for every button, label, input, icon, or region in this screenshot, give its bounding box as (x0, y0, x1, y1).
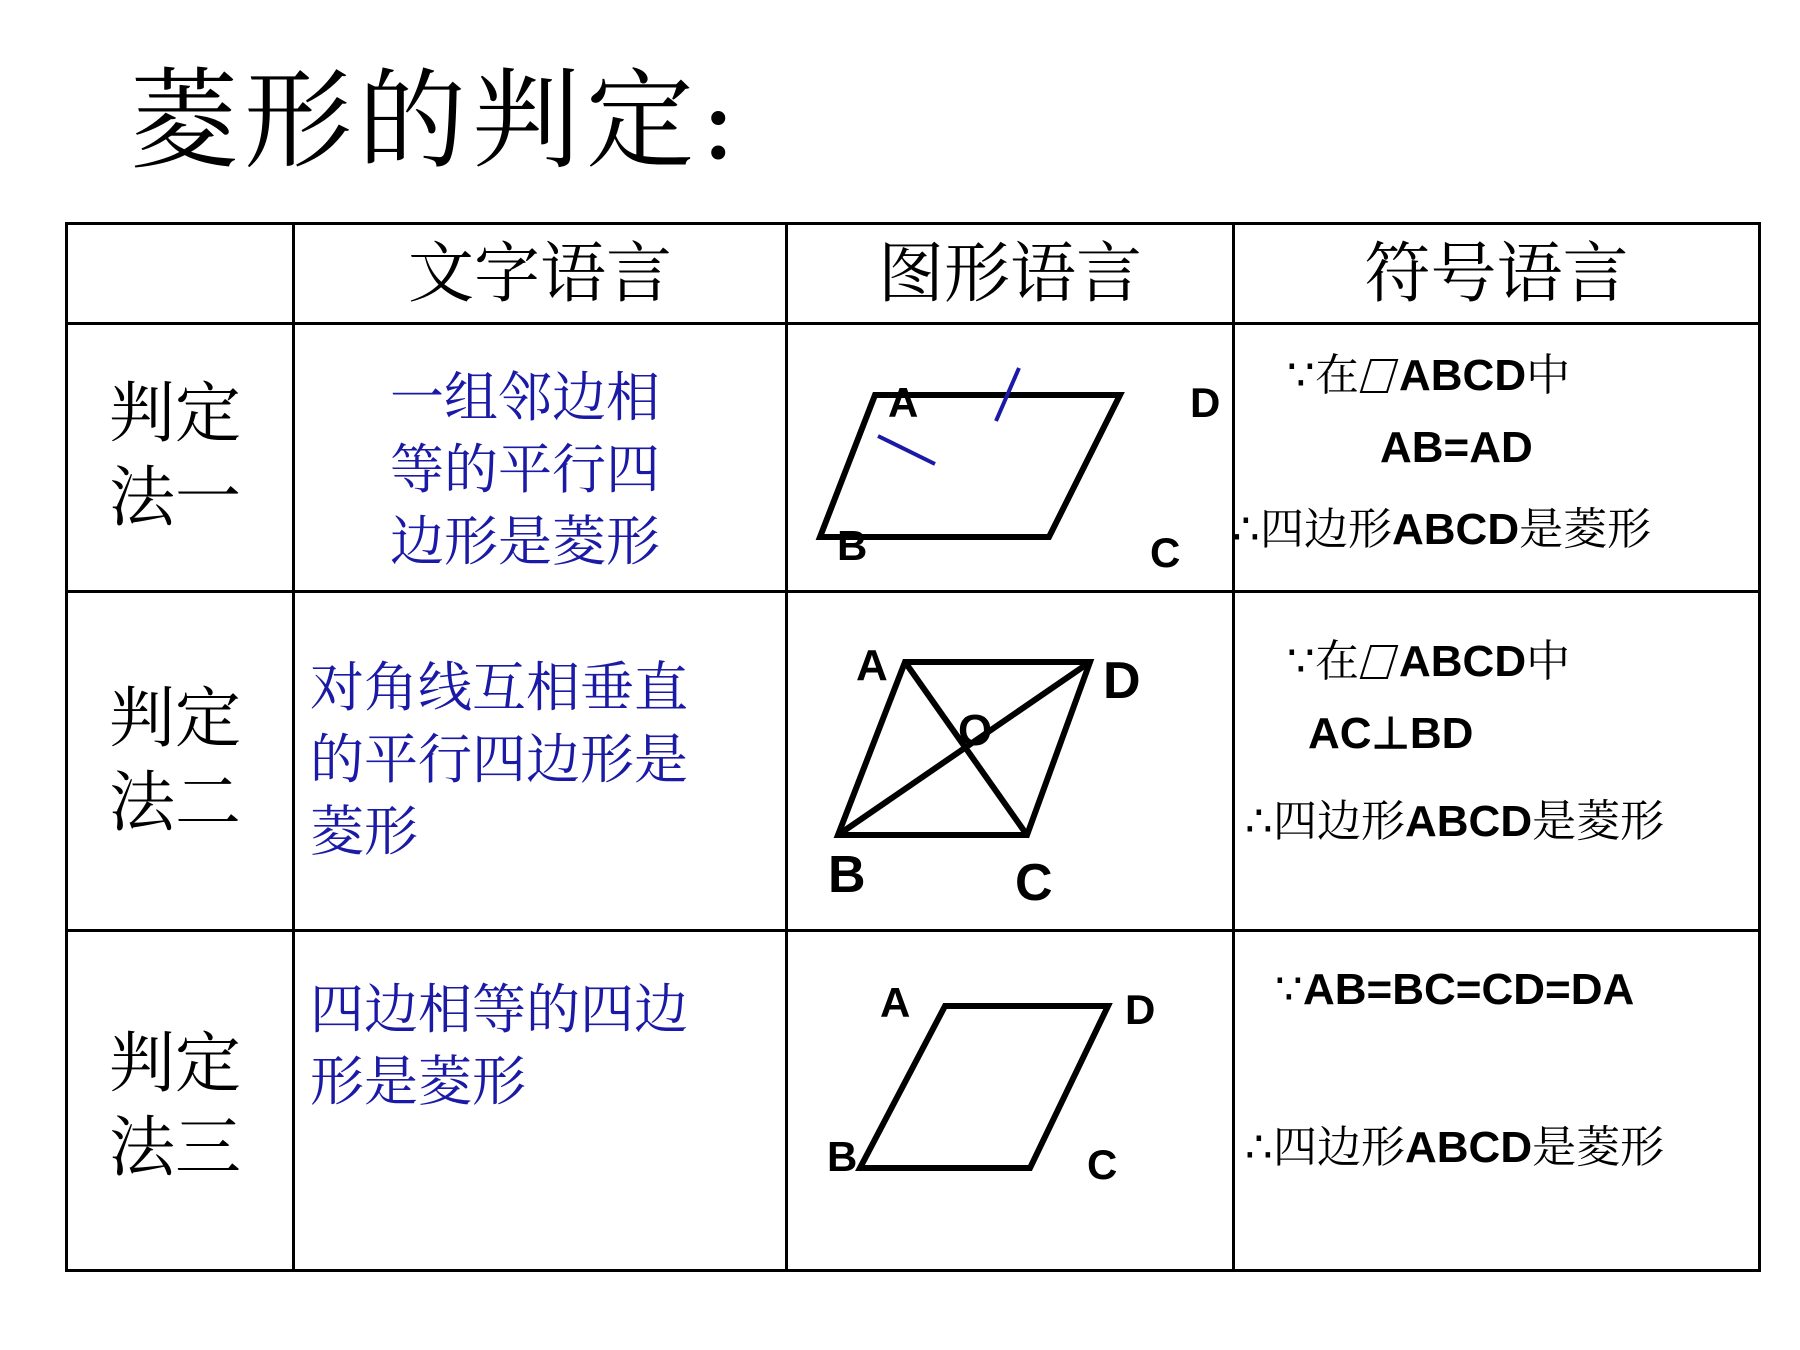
criterion-line: 一组邻边相 (390, 366, 660, 429)
symbol-text: ABCD (1405, 797, 1533, 846)
criterion-text-3 (310, 974, 750, 1118)
parallelogram-shape (820, 395, 1120, 537)
header-text-language: 文字语言 (408, 235, 672, 312)
symbol-text: 在 (1315, 350, 1359, 401)
parallelogram-figure-2 (785, 590, 1232, 929)
vertex-label-C: C (1015, 854, 1053, 912)
symbol-text: ABCD (1399, 637, 1527, 686)
therefore-symbol: ∴ (1232, 504, 1260, 555)
header-symbol-language: 符号语言 (1364, 235, 1629, 312)
equal-side-tick-AB (878, 436, 935, 464)
vertex-label-C: C (1087, 1141, 1118, 1188)
symbol-text: 四边形 (1260, 504, 1392, 555)
symbol-text: ABCD (1399, 351, 1527, 400)
parallelogram-symbol-icon (1359, 644, 1399, 680)
symbol-text: 在 (1315, 636, 1359, 687)
criterion-text-1 (390, 362, 720, 578)
criterion-line: 四边相等的四边 (310, 978, 688, 1041)
table-border-left (65, 222, 68, 1272)
vertex-label-D: D (1125, 986, 1156, 1033)
symbol-text: AB=AD (1380, 423, 1533, 472)
criterion-line: 形是菱形 (310, 1050, 526, 1113)
criterion-line: 的平行四边形是 (310, 728, 688, 791)
vertex-label-B: B (828, 846, 866, 904)
symbol-text: AC⊥BD (1308, 709, 1474, 758)
symbol-text: ABCD (1392, 505, 1520, 554)
criterion-text-2 (310, 652, 750, 868)
symbol-text: 中 (1526, 350, 1571, 401)
symbol-text: 中 (1526, 636, 1571, 687)
symbol-line-3 (1245, 794, 1664, 850)
because-symbol: ∵ (1287, 636, 1315, 687)
parallelogram-figure-1 (785, 322, 1232, 590)
symbol-line-1 (1287, 634, 1570, 690)
vertex-label-A: A (880, 979, 911, 1026)
center-label-O: O (958, 706, 993, 755)
because-symbol: ∵ (1275, 964, 1303, 1015)
header-figure-language: 图形语言 (878, 235, 1142, 312)
symbol-text: 四边形 (1273, 1122, 1405, 1173)
table-divider (292, 222, 295, 1272)
table-divider (1232, 222, 1235, 1272)
symbol-line-1 (1275, 962, 1634, 1018)
vertex-label-A: A (888, 379, 919, 426)
method-label-1: 判定法一 (109, 375, 241, 536)
therefore-symbol: ∴ (1245, 1122, 1273, 1173)
symbol-text: 是菱形 (1519, 504, 1652, 555)
parallelogram-shape (860, 1006, 1108, 1168)
page-title: 菱形的判定: (130, 59, 743, 184)
table-border-bottom (65, 1269, 1761, 1272)
symbol-text: 是菱形 (1532, 796, 1665, 847)
method-label-3: 判定法三 (109, 1025, 241, 1186)
criterion-line: 边形是菱形 (390, 510, 660, 573)
symbol-line-2 (1380, 420, 1533, 476)
symbol-line-2 (1308, 706, 1473, 762)
vertex-label-B: B (837, 522, 868, 569)
vertex-label-B: B (827, 1133, 858, 1180)
vertex-label-A: A (856, 641, 888, 690)
symbol-line-3 (1245, 1120, 1664, 1176)
symbol-text: 是菱形 (1532, 1122, 1665, 1173)
therefore-symbol: ∴ (1245, 796, 1273, 847)
vertex-label-D: D (1190, 379, 1221, 426)
symbol-line-1 (1287, 348, 1570, 404)
symbol-text: 四边形 (1273, 796, 1405, 847)
symbol-text: AB=BC=CD=DA (1303, 965, 1635, 1014)
criterion-line: 对角线互相垂直 (310, 656, 688, 719)
table-border-right (1758, 222, 1761, 1272)
criterion-line: 等的平行四 (390, 438, 660, 501)
parallelogram-symbol-icon (1359, 358, 1399, 394)
method-label-2: 判定法二 (109, 680, 241, 841)
table-border-top (65, 222, 1761, 225)
parallelogram-figure-3 (785, 929, 1232, 1269)
symbol-text: ABCD (1405, 1123, 1533, 1172)
vertex-label-D: D (1103, 652, 1141, 710)
vertex-label-C: C (1150, 529, 1181, 576)
because-symbol: ∵ (1287, 350, 1315, 401)
symbol-line-3 (1232, 502, 1651, 558)
criteria-table (65, 222, 1761, 1272)
criterion-line: 菱形 (310, 800, 418, 863)
